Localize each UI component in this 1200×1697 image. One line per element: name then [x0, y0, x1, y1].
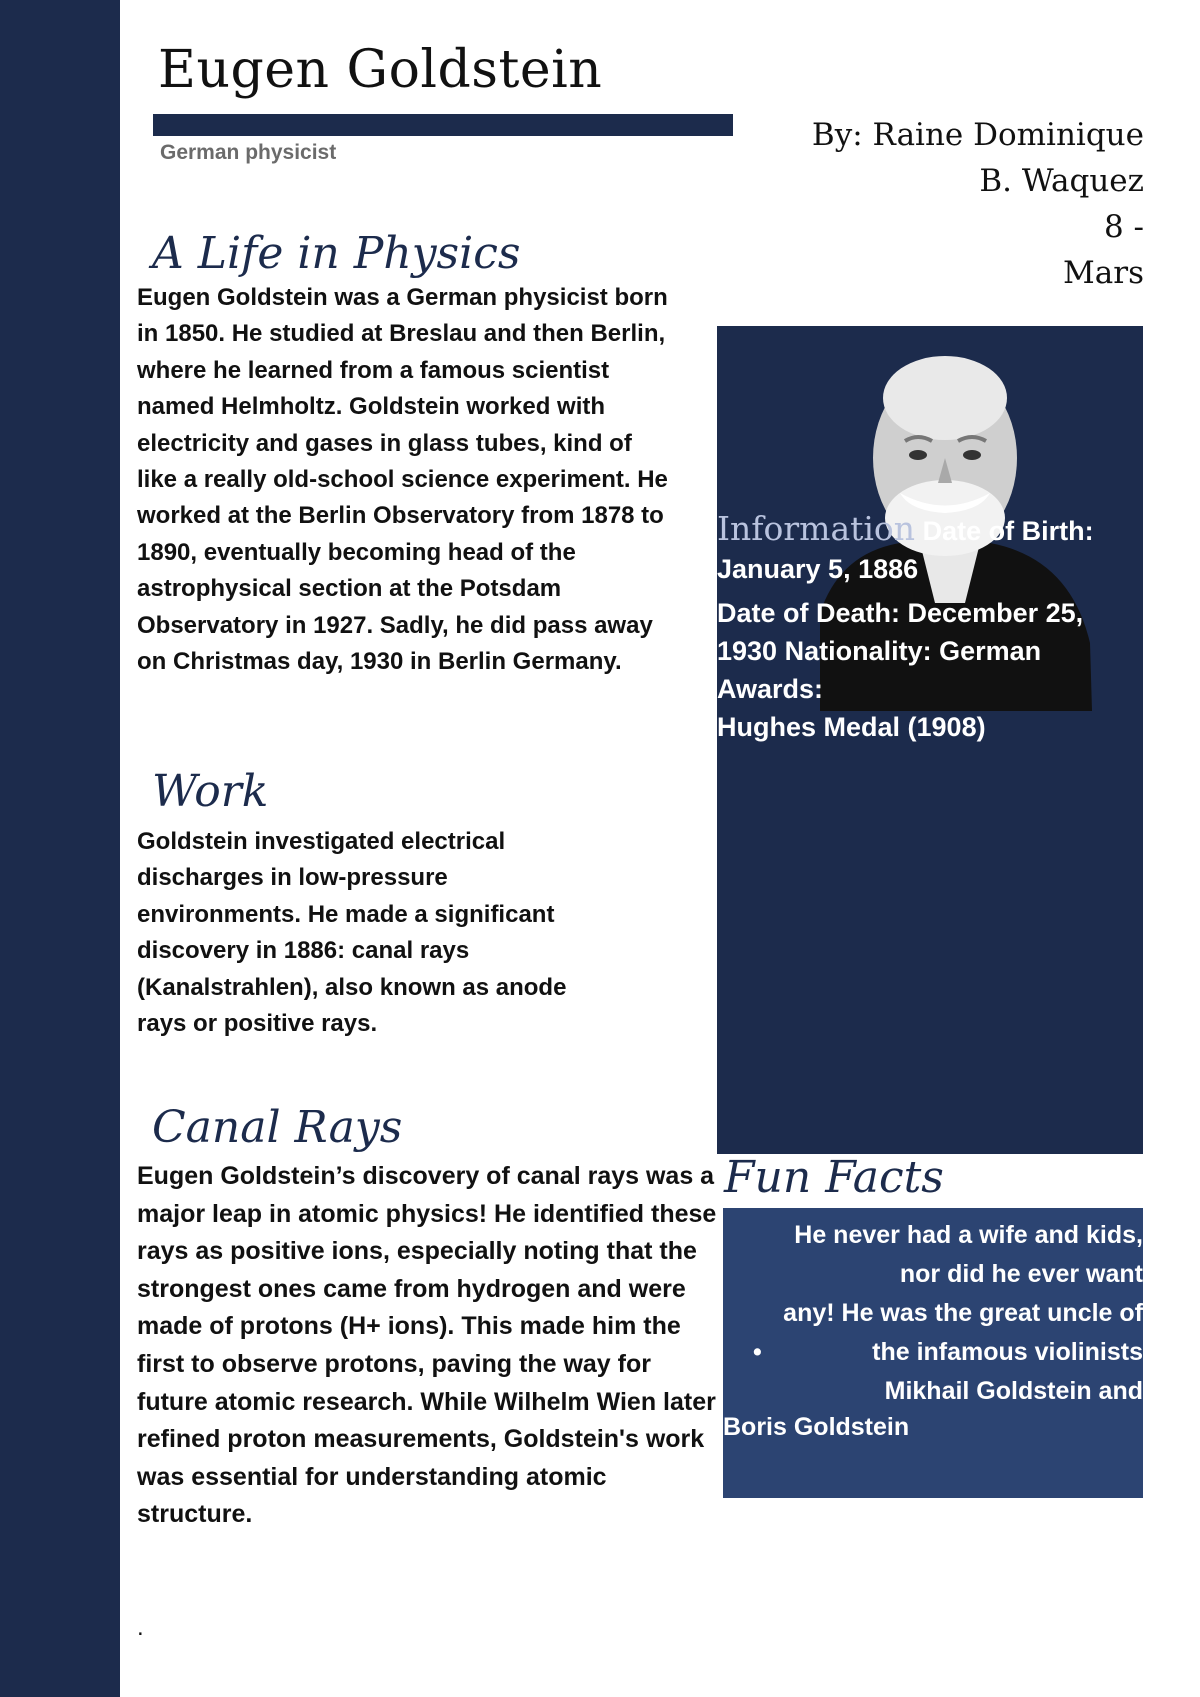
life-heading: A Life in Physics: [152, 228, 521, 279]
fun-fact-line: Mikhail Goldstein and: [884, 1377, 1143, 1405]
bullet-icon: •: [753, 1338, 762, 1366]
awards-value: Hughes Medal (1908): [717, 712, 986, 742]
byline-line: 8 -: [1103, 209, 1144, 245]
work-text: Goldstein investigated electrical discharges in low-pressure environments. He made a significant discovery in 1886: canal rays (Kanalstrahlen), also known as anode rays or positive rays.: [137, 828, 567, 1038]
footer-mark: .: [137, 1614, 144, 1641]
awards-label: Awards:: [717, 674, 824, 704]
canal-rays-text: Eugen Goldstein’s discovery of canal rays was a major leap in atomic physics! He identified these rays as positive ions, especially noting that the strongest ones came from hydrogen and were made of protons (H+ ions). This made him the first to observe protons, paving the way for future atomic research. While Wilhelm Wien later refined proton measurements, Goldstein's work was essential for understanding atomic structure.: [137, 1162, 717, 1529]
life-text: Eugen Goldstein was a German physicist born in 1850. He studied at Breslau and then Berlin, where he learned from a famous scientist named Helmholtz. Goldstein worked with electricity and gases in glass tubes, kind of like a really old-school science experiment. He worked at the Berlin Observatory from 1878 to 1890, eventually becoming head of the astrophysical section at the Potsdam Observatory in 1927. Sadly, he did pass away on Christmas day, 1930 in Berlin Germany.: [137, 284, 668, 676]
byline-line: Mars: [1063, 255, 1144, 291]
death-date: Date of Death: December 25, 1930: [717, 598, 1084, 666]
fun-fact-line: any! He was the great uncle of: [783, 1299, 1143, 1327]
fun-fact-line: nor did he ever want: [899, 1260, 1143, 1288]
fun-facts-text: [723, 1216, 1143, 1443]
fun-fact-line: He never had a wife and kids,: [794, 1221, 1143, 1249]
info-text: [717, 510, 1137, 746]
page-title: Eugen Goldstein: [158, 40, 603, 100]
fun-facts-heading: Fun Facts: [724, 1152, 944, 1203]
work-heading: Work: [152, 766, 269, 817]
birth-date: Date of Birth: January 5, 1886: [717, 516, 1094, 584]
title-underline-bar: [153, 114, 733, 136]
canal-rays-heading: Canal Rays: [152, 1102, 403, 1153]
nationality: Nationality: German: [784, 636, 1042, 666]
byline-line: By: Raine Dominique: [811, 117, 1144, 153]
fun-fact-line: [723, 1333, 1143, 1372]
author-byline: [804, 112, 1144, 296]
byline-line: B. Waquez: [979, 163, 1144, 199]
fun-fact-line: Boris Goldstein: [723, 1413, 910, 1441]
page-subtitle: German physicist: [160, 141, 337, 164]
info-heading: Information: [717, 509, 916, 548]
left-sidebar-bar: [0, 0, 120, 1697]
fun-fact-line-text: the infamous violinists: [872, 1338, 1143, 1366]
